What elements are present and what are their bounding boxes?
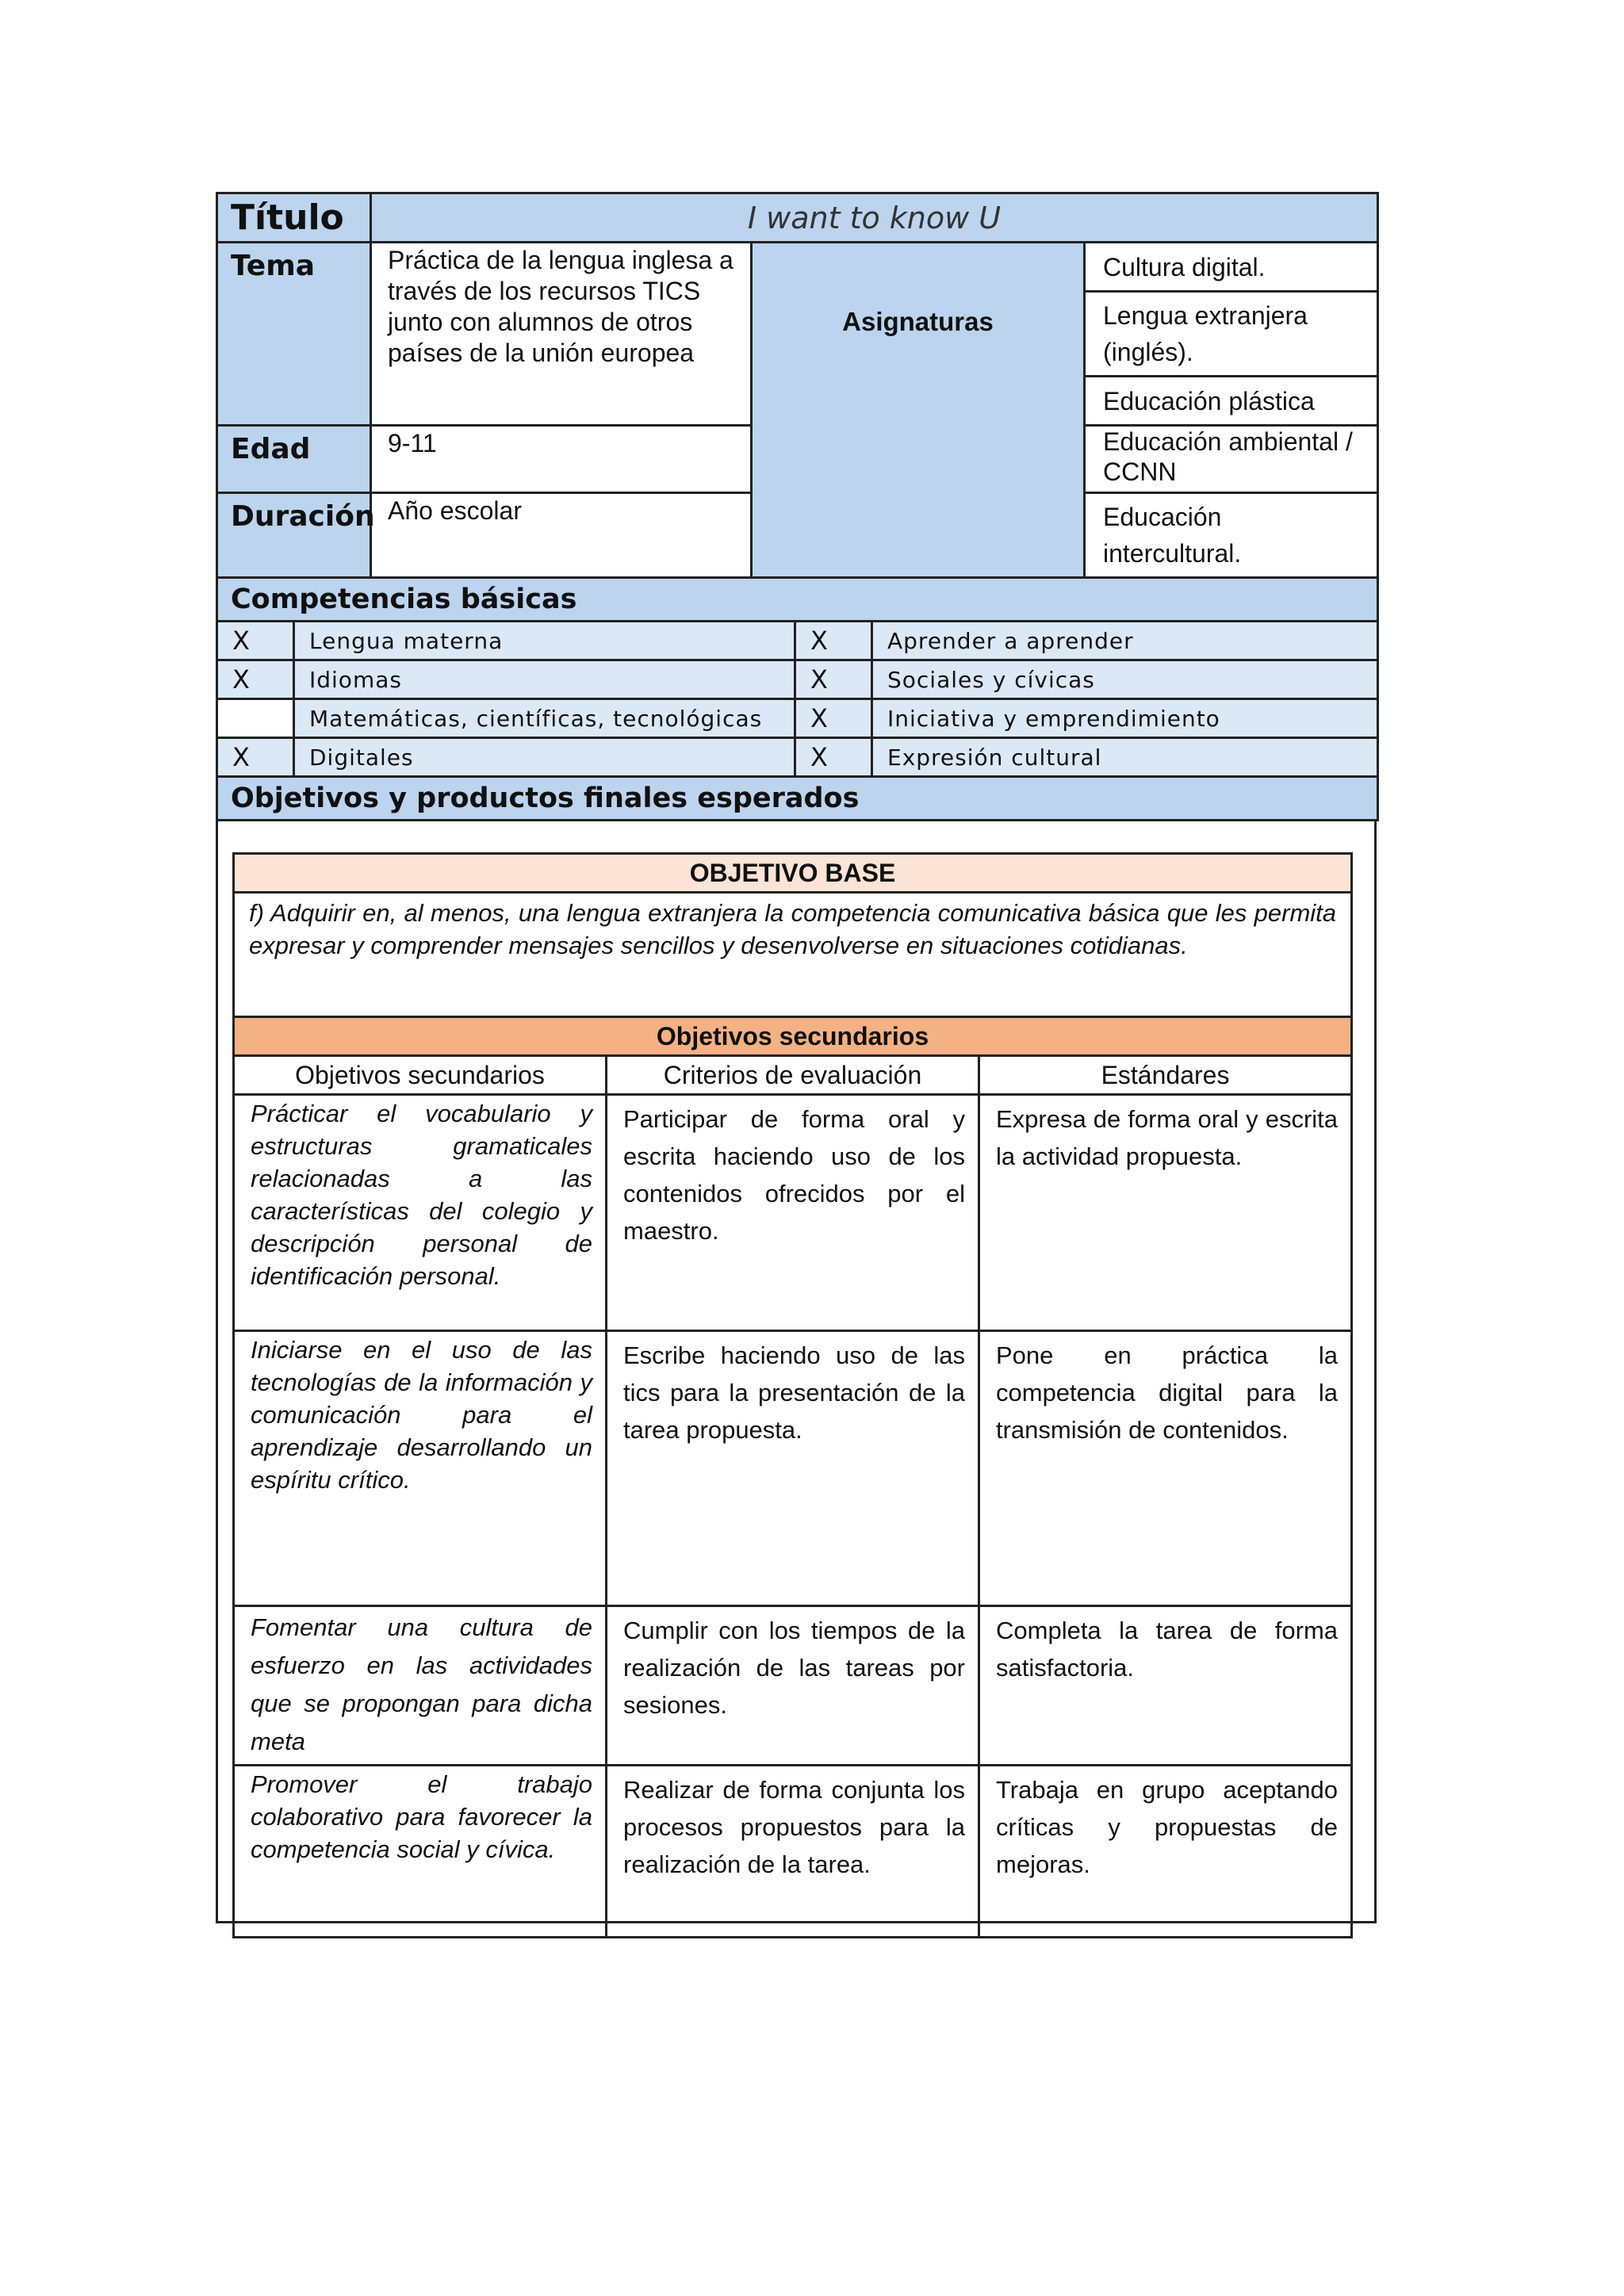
estandar-cell: Pone en práctica la competencia digital para la transmisión de contenidos. bbox=[979, 1331, 1352, 1606]
competencias-table bbox=[216, 576, 1379, 821]
criterio-cell: Realizar de forma conjunta los procesos propuestos para la realización de la tarea. bbox=[607, 1766, 979, 1938]
asignatura-item: Lengua extranjera (inglés). bbox=[1085, 292, 1378, 377]
objetivos-title: Objetivos y productos finales esperados bbox=[217, 777, 1378, 821]
check-mark: X bbox=[795, 738, 872, 777]
table-row bbox=[234, 1331, 1352, 1606]
duracion-label: Duración bbox=[217, 493, 371, 578]
asignatura-item: Educación plástica bbox=[1085, 377, 1378, 426]
titulo-value: I want to know U bbox=[371, 193, 1378, 243]
objetivo-cell: Iniciarse en el uso de las tecnologías de la información y comunicación para el aprendizaje desarrollando un espíritu crítico. bbox=[234, 1331, 607, 1606]
check-mark: X bbox=[217, 660, 294, 699]
edad-value: 9-11 bbox=[371, 426, 752, 493]
header-table bbox=[216, 192, 1379, 579]
competencia-label: Aprender a aprender bbox=[872, 622, 1378, 660]
competencia-row bbox=[217, 622, 1378, 660]
objetivos-table bbox=[232, 852, 1353, 1938]
objetivo-cell: Fomentar una cultura de esfuerzo en las actividades que se propongan para dicha meta bbox=[234, 1606, 607, 1766]
titulo-label: Título bbox=[217, 193, 371, 243]
check-mark: X bbox=[795, 660, 872, 699]
objetivo-cell: Promover el trabajo colaborativo para favorecer la competencia social y cívica. bbox=[234, 1766, 607, 1938]
competencia-row bbox=[217, 660, 1378, 699]
criterio-cell: Escribe haciendo uso de las tics para la presentación de la tarea propuesta. bbox=[607, 1331, 979, 1606]
asignaturas-label: Asignaturas bbox=[752, 243, 1085, 578]
estandar-cell: Expresa de forma oral y escrita la actividad propuesta. bbox=[979, 1095, 1352, 1331]
competencia-label: Sociales y cívicas bbox=[872, 660, 1378, 699]
duracion-value: Año escolar bbox=[371, 493, 752, 578]
objetivo-base-heading: OBJETIVO BASE bbox=[234, 854, 1352, 893]
table-row bbox=[234, 1766, 1352, 1938]
competencia-row bbox=[217, 699, 1378, 738]
criterio-cell: Cumplir con los tiempos de la realización de las tareas por sesiones. bbox=[607, 1606, 979, 1766]
objetivo-base-text: f) Adquirir en, al menos, una lengua extranjera la competencia comunicativa básica que les permita expresar y comprender mensajes sencillos y desenvolverse en situaciones cotidianas. bbox=[234, 893, 1352, 1017]
competencia-row bbox=[217, 738, 1378, 777]
tema-label: Tema bbox=[217, 243, 371, 426]
check-mark: X bbox=[217, 622, 294, 660]
competencias-title: Competencias básicas bbox=[217, 578, 1378, 622]
competencia-label: Expresión cultural bbox=[872, 738, 1378, 777]
competencia-label: Digitales bbox=[294, 738, 795, 777]
competencia-label: Matemáticas, científicas, tecnológicas bbox=[294, 699, 795, 738]
tema-value: Práctica de la lengua inglesa a través de los recursos TICS junto con alumnos de otros países de la unión europea bbox=[371, 243, 752, 426]
table-row bbox=[234, 1095, 1352, 1331]
check-mark: X bbox=[795, 699, 872, 738]
asignatura-item: Cultura digital. bbox=[1085, 243, 1378, 292]
competencia-label: Idiomas bbox=[294, 660, 795, 699]
check-mark: X bbox=[217, 738, 294, 777]
check-mark: X bbox=[795, 622, 872, 660]
column-header: Criterios de evaluación bbox=[607, 1056, 979, 1095]
edad-label: Edad bbox=[217, 426, 371, 493]
asignatura-item: Educación intercultural. bbox=[1085, 493, 1378, 578]
competencia-label: Iniciativa y emprendimiento bbox=[872, 699, 1378, 738]
table-row bbox=[234, 1606, 1352, 1766]
lesson-plan-document bbox=[216, 192, 1377, 1923]
objetivos-secundarios-heading: Objetivos secundarios bbox=[234, 1017, 1352, 1056]
estandar-cell: Trabaja en grupo aceptando críticas y propuestas de mejoras. bbox=[979, 1766, 1352, 1938]
check-mark bbox=[217, 699, 294, 738]
estandar-cell: Completa la tarea de forma satisfactoria. bbox=[979, 1606, 1352, 1766]
column-header: Objetivos secundarios bbox=[234, 1056, 607, 1095]
criterio-cell: Participar de forma oral y escrita haciendo uso de los contenidos ofrecidos por el maestro. bbox=[607, 1095, 979, 1331]
competencia-label: Lengua materna bbox=[294, 622, 795, 660]
objetivo-cell: Prácticar el vocabulario y estructuras gramaticales relacionadas a las características del colegio y descripción personal de identificación personal. bbox=[234, 1095, 607, 1331]
asignatura-item: Educación ambiental / CCNN bbox=[1085, 426, 1378, 493]
column-header: Estándares bbox=[979, 1056, 1352, 1095]
